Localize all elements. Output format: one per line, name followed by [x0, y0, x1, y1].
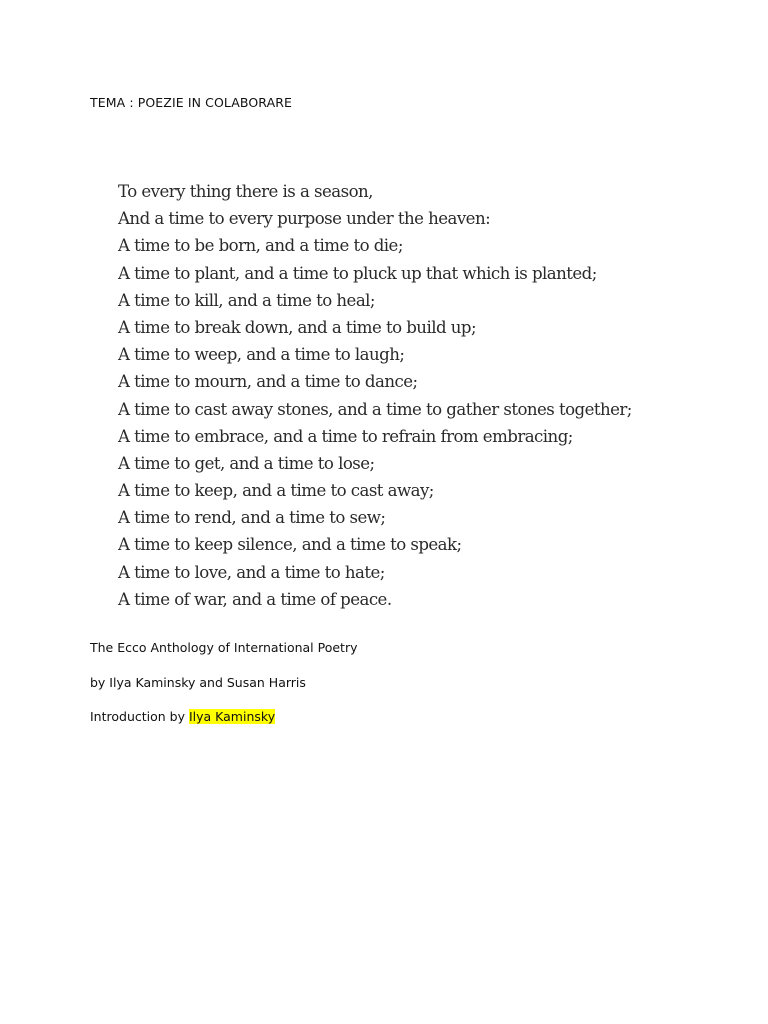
document-heading: TEMA : POEZIE IN COLABORARE — [90, 95, 293, 110]
poem-line: A time to cast away stones, and a time to gather stones together; — [118, 399, 632, 419]
poem-line: A time to embrace, and a time to refrain from embracing; — [118, 426, 573, 446]
book-title: The Ecco Anthology of International Poetry — [90, 640, 358, 655]
poem-line: A time to mourn, and a time to dance; — [118, 372, 418, 392]
poem-line: And a time to every purpose under the heaven: — [118, 209, 491, 229]
introduction-line — [90, 709, 275, 724]
poem-image — [118, 178, 638, 613]
highlighted-author-name: Ilya Kaminsky — [188, 709, 276, 724]
poem-line: A time to rend, and a time to sew; — [118, 508, 386, 528]
poem-line: A time to get, and a time to lose; — [118, 453, 375, 473]
poem-line: A time to plant, and a time to pluck up that which is planted; — [118, 263, 597, 283]
introduction-prefix: Introduction by — [90, 709, 189, 724]
poem-line: A time of war, and a time of peace. — [118, 589, 392, 609]
poem-line: A time to weep, and a time to laugh; — [118, 345, 405, 365]
poem-line: A time to keep, and a time to cast away; — [118, 481, 434, 501]
poem-line: A time to break down, and a time to build up; — [118, 317, 477, 337]
poem-line: To every thing there is a season, — [118, 182, 373, 201]
poem-line: A time to keep silence, and a time to speak; — [118, 535, 462, 555]
poem-line: A time to be born, and a time to die; — [118, 236, 403, 256]
poem-line: A time to love, and a time to hate; — [118, 562, 385, 582]
authors-line: by Ilya Kaminsky and Susan Harris — [90, 675, 306, 690]
poem-line: A time to kill, and a time to heal; — [118, 290, 375, 310]
